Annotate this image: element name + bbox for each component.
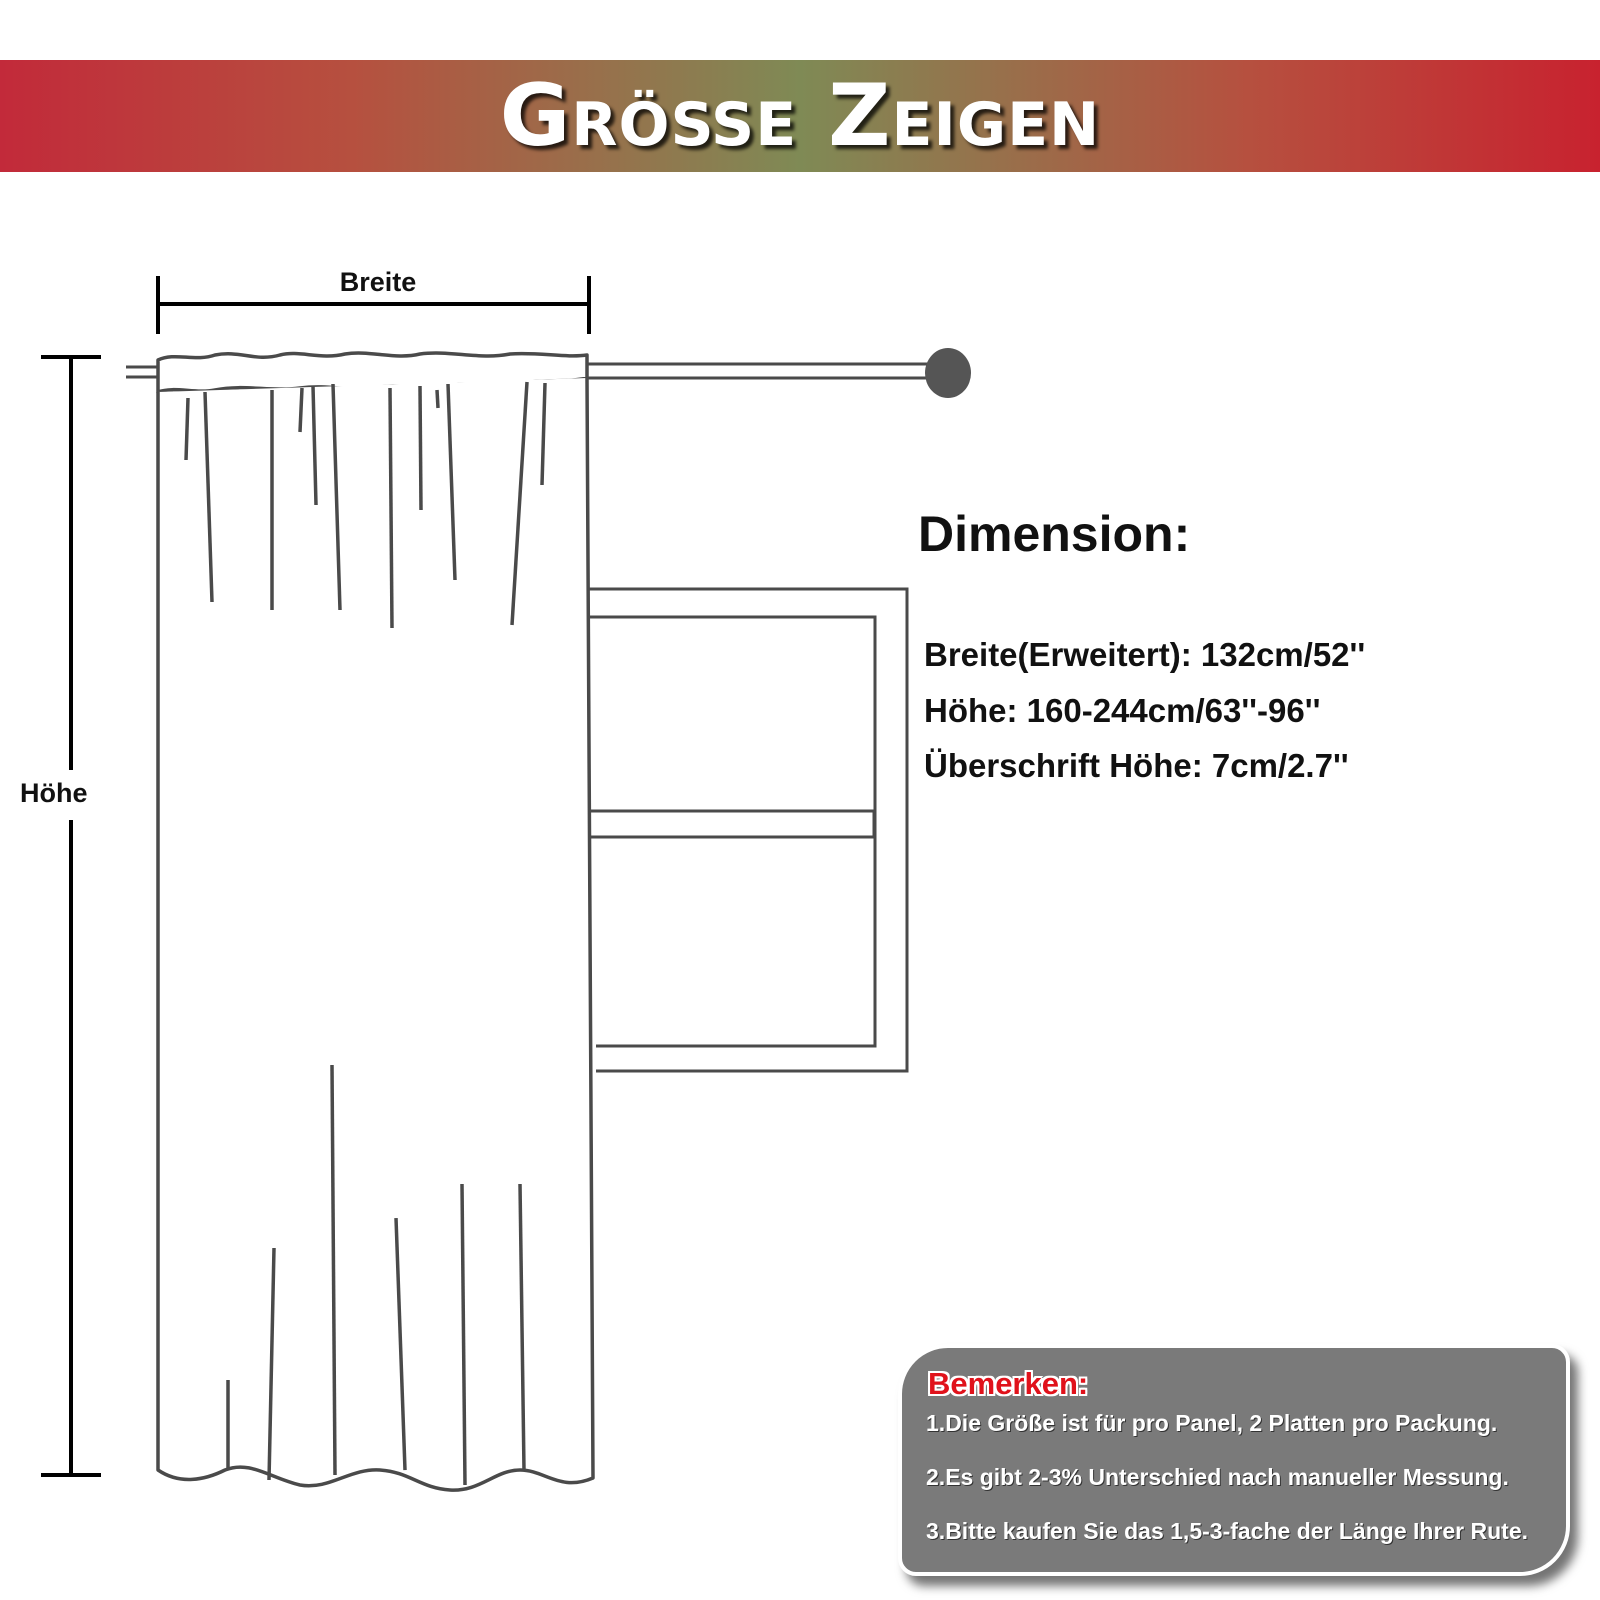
note-number: 2.: [926, 1464, 946, 1490]
height-label: Höhe: [20, 778, 88, 808]
height-dimension-line: [41, 357, 101, 1475]
curtain-panel: [158, 353, 593, 1490]
window-frame: [586, 589, 907, 1071]
note-number: 3.: [926, 1518, 946, 1544]
note-item: [926, 1464, 1546, 1490]
note-text: Es gibt 2-3% Unterschied nach manueller Messung.: [945, 1464, 1509, 1490]
width-label: Breite: [339, 267, 417, 297]
note-text: Die Größe ist für pro Panel, 2 Platten pro Packung.: [945, 1410, 1498, 1436]
note-text: Bitte kaufen Sie das 1,5-3-fache der Länge Ihrer Rute.: [945, 1518, 1529, 1544]
notes-box: [898, 1344, 1570, 1576]
dimension-heading: Dimension:: [918, 506, 1191, 562]
note-number: 1.: [926, 1410, 946, 1436]
spec-width: Breite(Erweitert): 132cm/52'': [924, 636, 1366, 673]
banner-title: Größe Zeigen: [499, 66, 1101, 166]
spec-height: Höhe: 160-244cm/63''-96'': [924, 692, 1321, 729]
note-item: [926, 1518, 1546, 1544]
notes-heading: Bemerken:: [928, 1366, 1089, 1401]
spec-header-height: Überschrift Höhe: 7cm/2.7'': [924, 747, 1349, 784]
rod-finial-icon: [925, 348, 971, 398]
note-item: [926, 1410, 1546, 1436]
